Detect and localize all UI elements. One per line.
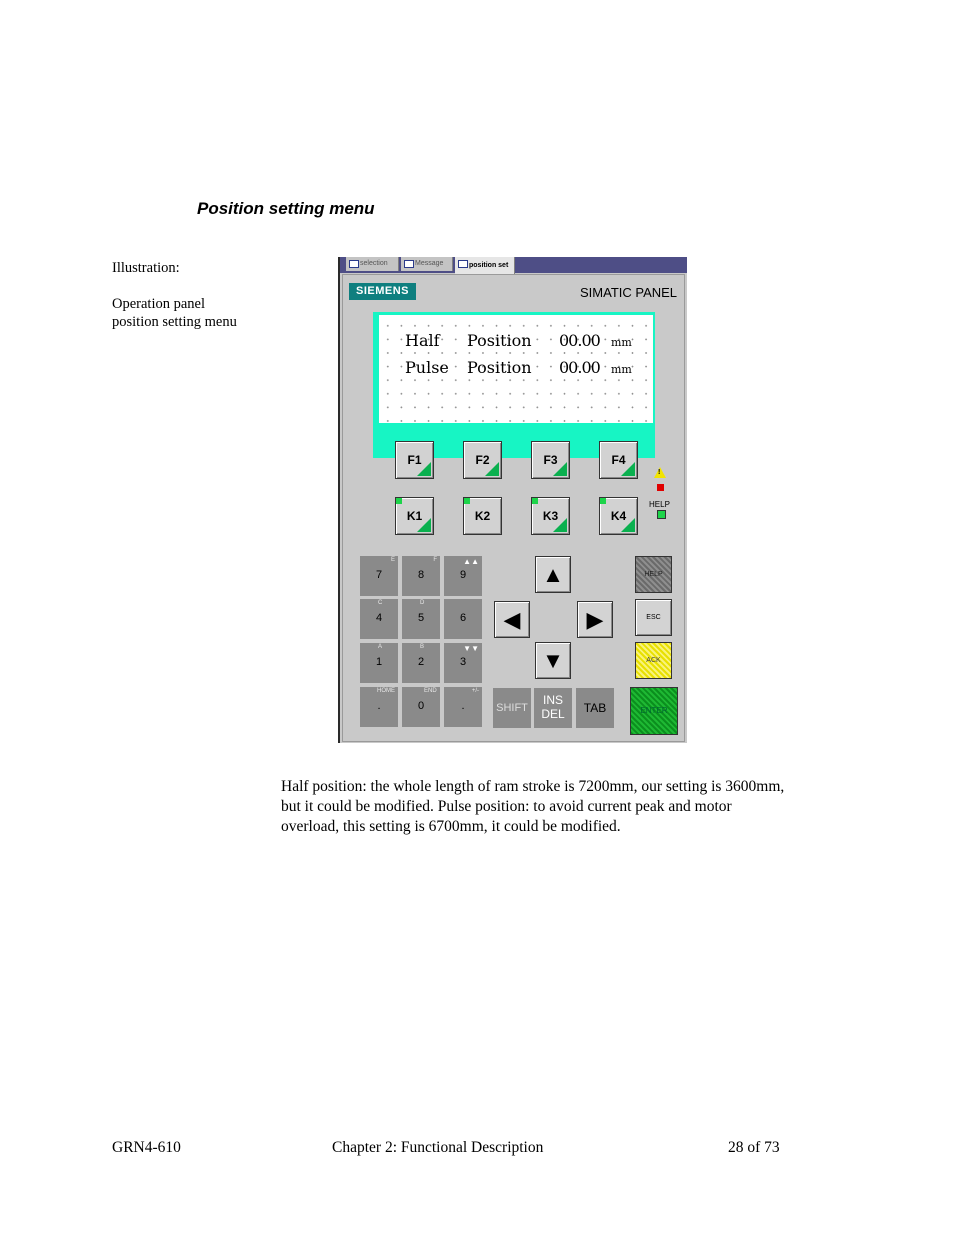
key-4[interactable] <box>360 599 398 639</box>
key-label: F2 <box>475 453 490 467</box>
footer-chapter: Chapter 2: Functional Description <box>332 1139 544 1156</box>
lcd-row2-value: 00.00 <box>559 358 600 377</box>
window-icon <box>458 260 468 268</box>
caption-line1: Operation panel <box>112 296 206 312</box>
key-sign[interactable] <box>444 687 482 727</box>
arrow-left-icon: ◀ <box>503 607 521 632</box>
illustration-label: Illustration: <box>112 260 180 276</box>
f1-key[interactable] <box>395 441 434 479</box>
key-alt-label: A <box>378 644 383 650</box>
key-label: 1 <box>375 656 383 668</box>
key-1[interactable] <box>360 643 398 683</box>
lcd-row1-unit: mm <box>611 336 632 349</box>
key-label: 3 <box>459 656 467 668</box>
key-2[interactable] <box>402 643 440 683</box>
ins-label: INS <box>542 693 563 707</box>
k1-key[interactable] <box>395 497 434 535</box>
tab-position-set[interactable] <box>455 257 515 274</box>
lcd-row1-label2: Position <box>467 331 532 350</box>
lcd-row2-label2: Position <box>467 358 532 377</box>
lcd-row1-label1: Half <box>405 331 440 350</box>
window-icon <box>404 260 414 268</box>
key-label: 7 <box>375 569 383 581</box>
triangle-icon <box>621 518 635 532</box>
k4-key[interactable] <box>599 497 638 535</box>
key-label: 9 <box>459 569 467 581</box>
key-label: 0 <box>417 700 425 712</box>
key-alt-label: C <box>378 600 383 606</box>
tab-button[interactable]: TAB <box>576 688 614 728</box>
key-label: K3 <box>542 509 559 523</box>
footer-doc-id: GRN4-610 <box>112 1139 181 1156</box>
arrow-down-icon: ▼ <box>542 648 564 673</box>
led-indicator <box>464 498 470 504</box>
body-paragraph <box>281 777 851 837</box>
tab-label: selection <box>360 260 388 267</box>
body-line1: Half position: the whole length of ram stroke is 7200mm, our setting is 3600mm, <box>281 778 785 795</box>
key-alt-label: B <box>420 644 425 650</box>
key-alt-label: END <box>424 688 437 694</box>
triangle-icon <box>553 462 567 476</box>
tab-bar <box>340 257 687 273</box>
key-label: F3 <box>543 453 558 467</box>
shift-button[interactable]: SHIFT <box>493 688 531 728</box>
alarm-led <box>657 484 664 491</box>
key-label: 5 <box>417 612 425 624</box>
lcd-display <box>379 315 653 423</box>
double-down-icon: ▼▼ <box>463 644 479 653</box>
key-label: 6 <box>459 612 467 624</box>
operator-panel <box>338 257 687 743</box>
footer-page-number: 28 of 73 <box>728 1139 780 1156</box>
arrow-left-button[interactable] <box>494 601 530 638</box>
key-alt-label: F <box>433 557 437 563</box>
led-indicator <box>600 498 606 504</box>
arrow-down-button[interactable] <box>535 642 571 679</box>
help-indicator-label: HELP <box>649 500 670 509</box>
lcd-row2-label1: Pulse <box>405 358 449 377</box>
key-label: K4 <box>610 509 627 523</box>
arrow-up-button[interactable] <box>535 556 571 593</box>
key-dot[interactable] <box>360 687 398 727</box>
panel-name: SIMATIC PANEL <box>580 285 678 300</box>
key-label: F1 <box>407 453 422 467</box>
led-indicator <box>396 498 402 504</box>
key-0[interactable] <box>402 687 440 727</box>
key-6[interactable] <box>444 599 482 639</box>
triangle-icon <box>553 518 567 532</box>
key-label: K2 <box>474 509 491 523</box>
arrow-right-button[interactable] <box>577 601 613 638</box>
arrow-right-icon: ▶ <box>586 607 604 632</box>
key-7[interactable] <box>360 556 398 596</box>
esc-button[interactable]: ESC <box>635 599 672 636</box>
tab-message[interactable] <box>401 257 453 271</box>
tab-selection[interactable] <box>346 257 399 271</box>
triangle-icon <box>417 462 431 476</box>
key-label: 8 <box>417 569 425 581</box>
triangle-icon <box>621 462 635 476</box>
triangle-icon <box>417 518 431 532</box>
key-label: F4 <box>611 453 626 467</box>
led-indicator <box>532 498 538 504</box>
arrow-up-icon: ▲ <box>542 562 564 587</box>
key-5[interactable] <box>402 599 440 639</box>
key-label: . <box>377 700 381 712</box>
triangle-icon <box>485 462 499 476</box>
lcd-row2-unit: mm <box>611 363 632 376</box>
ins-del-button[interactable] <box>534 688 572 728</box>
warning-icon: ! <box>654 467 666 478</box>
tab-label: Message <box>415 260 444 267</box>
f4-key[interactable] <box>599 441 638 479</box>
key-9[interactable] <box>444 556 482 596</box>
key-alt-label: D <box>420 600 425 606</box>
section-heading: Position setting menu <box>197 199 375 218</box>
key-8[interactable] <box>402 556 440 596</box>
key-label: K1 <box>406 509 423 523</box>
key-alt-label: HOME <box>377 688 395 694</box>
help-button[interactable]: HELP <box>635 556 672 593</box>
help-led <box>657 510 666 519</box>
key-label: 4 <box>375 612 383 624</box>
enter-button[interactable]: ENTER <box>630 687 678 735</box>
ack-button[interactable]: ACK <box>635 642 672 679</box>
double-up-icon: ▲▲ <box>463 557 479 566</box>
window-icon <box>349 260 359 268</box>
k3-key[interactable] <box>531 497 570 535</box>
key-3[interactable] <box>444 643 482 683</box>
k2-key[interactable] <box>463 497 502 535</box>
key-alt-label: +/- <box>471 688 479 694</box>
f3-key[interactable] <box>531 441 570 479</box>
key-label: 2 <box>417 656 425 668</box>
key-label: . <box>461 700 465 712</box>
key-alt-label: E <box>390 557 395 563</box>
del-label: DEL <box>541 707 565 721</box>
body-line3: overload, this setting is 6700mm, it could be modified. <box>281 818 621 835</box>
siemens-logo: SIEMENS <box>349 283 416 300</box>
body-line2: but it could be modified. Pulse position: to avoid current peak and motor <box>281 798 732 815</box>
caption-line2: position setting menu <box>112 314 237 330</box>
tab-label: position set <box>469 262 509 269</box>
lcd-row1-value: 00.00 <box>559 331 600 350</box>
f2-key[interactable] <box>463 441 502 479</box>
